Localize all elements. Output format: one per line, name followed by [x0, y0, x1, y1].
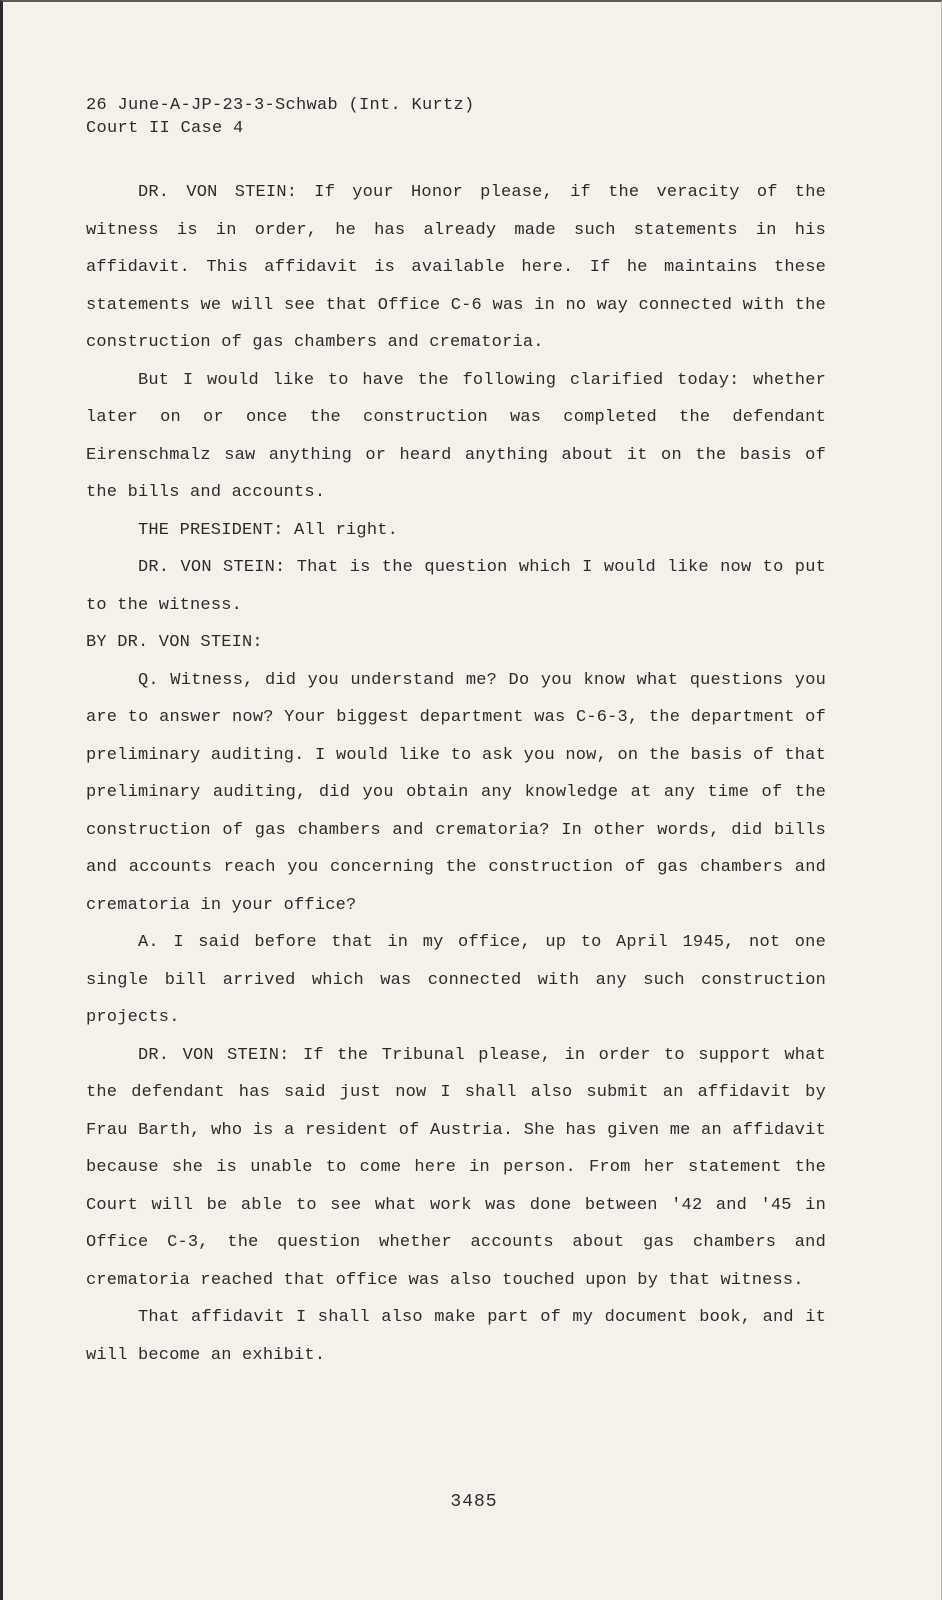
- paragraph-von-stein-affidavit: DR. VON STEIN: If your Honor please, if the veracity of the witness is in order, he has already made such statements in his affidavit. This affidavit is available here. If he maintains these statements we will see that Office C-6 was in no way connected with the construction of gas chambers and crematoria.: [86, 183, 826, 352]
- header-session-line: 26 June-A-JP-23-3-Schwab (Int. Kurtz): [86, 96, 475, 115]
- paragraph-question: Q. Witness, did you understand me? Do you know what questions you are to answer now? Your biggest department was C-6-3, the department of preliminary auditing. I would like to ask you now, on the basis of that preliminary auditing, did you obtain any knowledge at any time of the construction of gas chambers and crematoria? In other words, did bills and accounts reach you concerning the construction of gas chambers and crematoria in your office?: [86, 670, 826, 915]
- paragraph-exhibit-note: That affidavit I shall also make part of my document book, and it will become an exhibit.: [86, 1308, 826, 1365]
- page-number: 3485: [450, 1492, 498, 1512]
- document-header: [86, 94, 475, 140]
- examination-heading: BY DR. VON STEIN:: [86, 633, 263, 652]
- paragraph-barth-affidavit: DR. VON STEIN: If the Tribunal please, in order to support what the defendant has said just now I shall also submit an affidavit by Frau Barth, who is a resident of Austria. She has given me an affidavit because she is unable to come here in person. From her statement the Court will be able to see what work was done between '42 and '45 in Office C-3, the question whether accounts about gas chambers and crematoria reached that office was also touched upon by that witness.: [86, 1045, 826, 1290]
- paragraph-president-response: THE PRESIDENT: All right.: [138, 520, 399, 540]
- header-court-line: Court II Case 4: [86, 119, 244, 138]
- paragraph-clarification-request: But I would like to have the following clarified today: whether later on or once the construction was completed the defendant Eirenschmalz saw anything or heard anything about it on the basis of the bills and accounts.: [86, 370, 826, 502]
- paragraph-answer: A. I said before that in my office, up to April 1945, not one single bill arrived which was connected with any such construction projects.: [86, 933, 826, 1027]
- paragraph-question-for-witness: DR. VON STEIN: That is the question which I would like now to put to the witness.: [86, 558, 826, 615]
- transcript-body: [86, 174, 826, 1374]
